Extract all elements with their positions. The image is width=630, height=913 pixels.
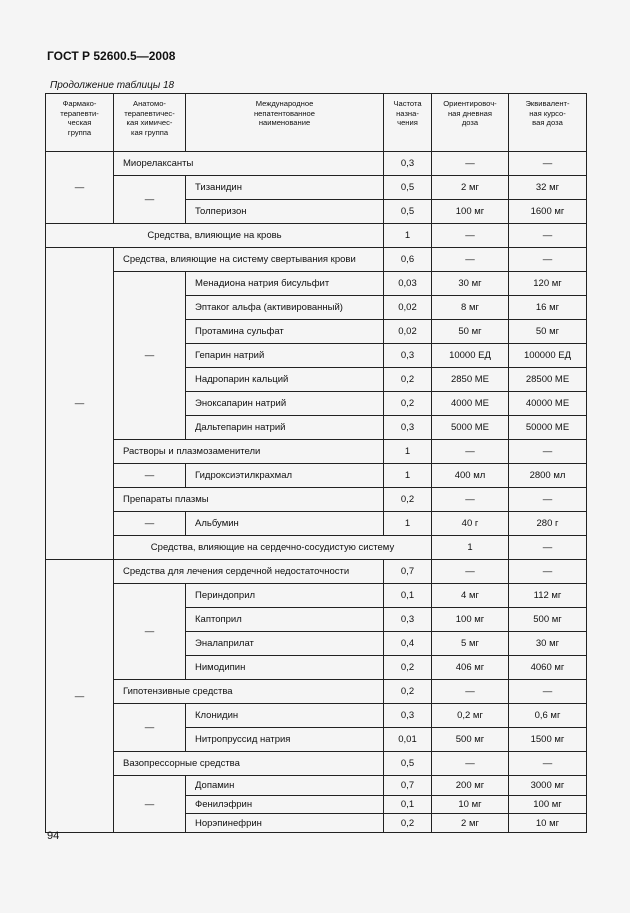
daily-dose-cell: 400 мл xyxy=(432,464,509,488)
table-row xyxy=(46,776,587,796)
course-dose-cell: — xyxy=(509,440,587,464)
course-dose-cell: 1600 мг xyxy=(509,200,587,224)
daily-dose-cell: 2850 МЕ xyxy=(432,368,509,392)
subgroup-label: Гипотензивные средства xyxy=(114,680,384,704)
frequency-cell: 1 xyxy=(432,536,509,560)
daily-dose-cell: 4000 МЕ xyxy=(432,392,509,416)
frequency-cell: 1 xyxy=(384,464,432,488)
table-row xyxy=(46,152,587,176)
daily-dose-cell: 500 мг xyxy=(432,728,509,752)
frequency-cell: 0,2 xyxy=(384,656,432,680)
table-row xyxy=(46,680,587,704)
course-dose-cell: 50 мг xyxy=(509,320,587,344)
table-caption: Продолжение таблицы 18 xyxy=(50,80,175,91)
course-dose-cell: — xyxy=(509,152,587,176)
drug-name-cell: Каптоприл xyxy=(186,608,384,632)
table-row xyxy=(46,584,587,608)
frequency-cell: 0,02 xyxy=(384,320,432,344)
subgroup-label: Вазопрессорные средства xyxy=(114,752,384,776)
frequency-cell: 0,03 xyxy=(384,272,432,296)
course-dose-cell: 100000 ЕД xyxy=(509,344,587,368)
drug-table xyxy=(45,93,587,833)
frequency-cell: 0,6 xyxy=(384,248,432,272)
frequency-cell: 0,02 xyxy=(384,296,432,320)
course-dose-cell: — xyxy=(509,488,587,512)
frequency-cell: 0,7 xyxy=(384,560,432,584)
daily-dose-cell: — xyxy=(432,752,509,776)
course-dose-cell: 16 мг xyxy=(509,296,587,320)
frequency-cell: 0,3 xyxy=(384,152,432,176)
frequency-cell: 0,2 xyxy=(384,488,432,512)
course-dose-cell: 30 мг xyxy=(509,632,587,656)
daily-dose-cell: — xyxy=(432,560,509,584)
course-dose-cell: 2800 мл xyxy=(509,464,587,488)
dash-cell: — xyxy=(46,248,114,560)
dash-cell: — xyxy=(114,272,186,440)
header-course-dose: Эквивалент- ная курсо- вая доза xyxy=(509,94,587,152)
daily-dose-cell: — xyxy=(432,248,509,272)
course-dose-cell: — xyxy=(509,224,587,248)
daily-dose-cell: 406 мг xyxy=(432,656,509,680)
daily-dose-cell: — xyxy=(509,536,587,560)
frequency-cell: 0,3 xyxy=(384,704,432,728)
table-row xyxy=(46,440,587,464)
course-dose-cell: 28500 МЕ xyxy=(509,368,587,392)
daily-dose-cell: — xyxy=(432,680,509,704)
dash-cell: — xyxy=(114,512,186,536)
table-row xyxy=(46,488,587,512)
daily-dose-cell: 8 мг xyxy=(432,296,509,320)
frequency-cell: 0,5 xyxy=(384,176,432,200)
table-row xyxy=(46,752,587,776)
drug-name-cell: Допамин xyxy=(186,776,384,796)
group-label: Средства, влияющие на сердечно-сосудистую систему xyxy=(114,536,432,560)
daily-dose-cell: 50 мг xyxy=(432,320,509,344)
daily-dose-cell: — xyxy=(432,488,509,512)
daily-dose-cell: 30 мг xyxy=(432,272,509,296)
course-dose-cell: 500 мг xyxy=(509,608,587,632)
table-header-row xyxy=(46,94,587,152)
course-dose-cell: 40000 МЕ xyxy=(509,392,587,416)
dash-cell: — xyxy=(114,464,186,488)
course-dose-cell: 100 мг xyxy=(509,796,587,814)
drug-name-cell: Тизанидин xyxy=(186,176,384,200)
frequency-cell: 0,2 xyxy=(384,368,432,392)
course-dose-cell: 10 мг xyxy=(509,814,587,833)
header-atc-group: Анатомо- терапевтичес- кая химичес- кая группа xyxy=(114,94,186,152)
daily-dose-cell: 5 мг xyxy=(432,632,509,656)
frequency-cell: 0,7 xyxy=(384,776,432,796)
table-row xyxy=(46,224,587,248)
frequency-cell: 0,3 xyxy=(384,344,432,368)
frequency-cell: 0,4 xyxy=(384,632,432,656)
drug-name-cell: Фенилэфрин xyxy=(186,796,384,814)
drug-name-cell: Гепарин натрий xyxy=(186,344,384,368)
table-row xyxy=(46,560,587,584)
subgroup-label: Средства для лечения сердечной недостаточности xyxy=(114,560,384,584)
page-number: 94 xyxy=(47,830,60,842)
header-inn: Международное непатентованное наименование xyxy=(186,94,384,152)
drug-name-cell: Эптаког альфа (активированный) xyxy=(186,296,384,320)
daily-dose-cell: 2 мг xyxy=(432,814,509,833)
daily-dose-cell: 0,2 мг xyxy=(432,704,509,728)
drug-name-cell: Нимодипин xyxy=(186,656,384,680)
header-frequency: Частота назна- чения xyxy=(384,94,432,152)
frequency-cell: 1 xyxy=(384,224,432,248)
frequency-cell: 0,1 xyxy=(384,796,432,814)
daily-dose-cell: 5000 МЕ xyxy=(432,416,509,440)
table-row xyxy=(46,464,587,488)
subgroup-label: Средства, влияющие на систему свертывания крови xyxy=(114,248,384,272)
dash-cell: — xyxy=(114,176,186,224)
drug-name-cell: Эноксапарин натрий xyxy=(186,392,384,416)
table-row xyxy=(46,272,587,296)
course-dose-cell: 32 мг xyxy=(509,176,587,200)
daily-dose-cell: 200 мг xyxy=(432,776,509,796)
frequency-cell: 0,2 xyxy=(384,392,432,416)
course-dose-cell: — xyxy=(509,248,587,272)
dash-cell: — xyxy=(46,560,114,833)
subgroup-label: Миорелаксанты xyxy=(114,152,384,176)
daily-dose-cell: 10000 ЕД xyxy=(432,344,509,368)
frequency-cell: 0,2 xyxy=(384,814,432,833)
daily-dose-cell: 2 мг xyxy=(432,176,509,200)
document-title: ГОСТ Р 52600.5—2008 xyxy=(47,49,176,63)
course-dose-cell: — xyxy=(509,680,587,704)
course-dose-cell: 0,6 мг xyxy=(509,704,587,728)
frequency-cell: 0,1 xyxy=(384,584,432,608)
drug-name-cell: Протамина сульфат xyxy=(186,320,384,344)
drug-name-cell: Эналаприлат xyxy=(186,632,384,656)
daily-dose-cell: 100 мг xyxy=(432,200,509,224)
table-row xyxy=(46,248,587,272)
table-row xyxy=(46,536,587,560)
subgroup-label: Препараты плазмы xyxy=(114,488,384,512)
frequency-cell: 1 xyxy=(384,440,432,464)
table-row xyxy=(46,176,587,200)
course-dose-cell: — xyxy=(509,752,587,776)
header-daily-dose: Ориентировоч- ная дневная доза xyxy=(432,94,509,152)
daily-dose-cell: 10 мг xyxy=(432,796,509,814)
course-dose-cell: 4060 мг xyxy=(509,656,587,680)
table-row xyxy=(46,704,587,728)
dash-cell: — xyxy=(114,776,186,833)
daily-dose-cell: 40 г xyxy=(432,512,509,536)
drug-name-cell: Менадиона натрия бисульфит xyxy=(186,272,384,296)
course-dose-cell: 50000 МЕ xyxy=(509,416,587,440)
daily-dose-cell: 100 мг xyxy=(432,608,509,632)
table-row xyxy=(46,512,587,536)
drug-name-cell: Толперизон xyxy=(186,200,384,224)
frequency-cell: 0,5 xyxy=(384,200,432,224)
subgroup-label: Растворы и плазмозаменители xyxy=(114,440,384,464)
drug-name-cell: Нитропруссид натрия xyxy=(186,728,384,752)
daily-dose-cell: — xyxy=(432,440,509,464)
daily-dose-cell: 4 мг xyxy=(432,584,509,608)
frequency-cell: 1 xyxy=(384,512,432,536)
course-dose-cell: 280 г xyxy=(509,512,587,536)
dash-cell: — xyxy=(114,584,186,680)
frequency-cell: 0,3 xyxy=(384,608,432,632)
daily-dose-cell: — xyxy=(432,224,509,248)
dash-cell: — xyxy=(114,704,186,752)
frequency-cell: 0,01 xyxy=(384,728,432,752)
drug-name-cell: Периндоприл xyxy=(186,584,384,608)
header-pharmacotherapeutic-group: Фармако- терапевти- ческая группа xyxy=(46,94,114,152)
frequency-cell: 0,3 xyxy=(384,416,432,440)
frequency-cell: 0,5 xyxy=(384,752,432,776)
drug-name-cell: Надропарин кальций xyxy=(186,368,384,392)
frequency-cell: 0,2 xyxy=(384,680,432,704)
drug-name-cell: Норэпинефрин xyxy=(186,814,384,833)
drug-name-cell: Альбумин xyxy=(186,512,384,536)
course-dose-cell: — xyxy=(509,560,587,584)
drug-name-cell: Клонидин xyxy=(186,704,384,728)
group-label: Средства, влияющие на кровь xyxy=(46,224,384,248)
course-dose-cell: 112 мг xyxy=(509,584,587,608)
course-dose-cell: 1500 мг xyxy=(509,728,587,752)
dash-cell: — xyxy=(46,152,114,224)
drug-name-cell: Дальтепарин натрий xyxy=(186,416,384,440)
course-dose-cell: 3000 мг xyxy=(509,776,587,796)
course-dose-cell: 120 мг xyxy=(509,272,587,296)
daily-dose-cell: — xyxy=(432,152,509,176)
drug-name-cell: Гидроксиэтилкрахмал xyxy=(186,464,384,488)
